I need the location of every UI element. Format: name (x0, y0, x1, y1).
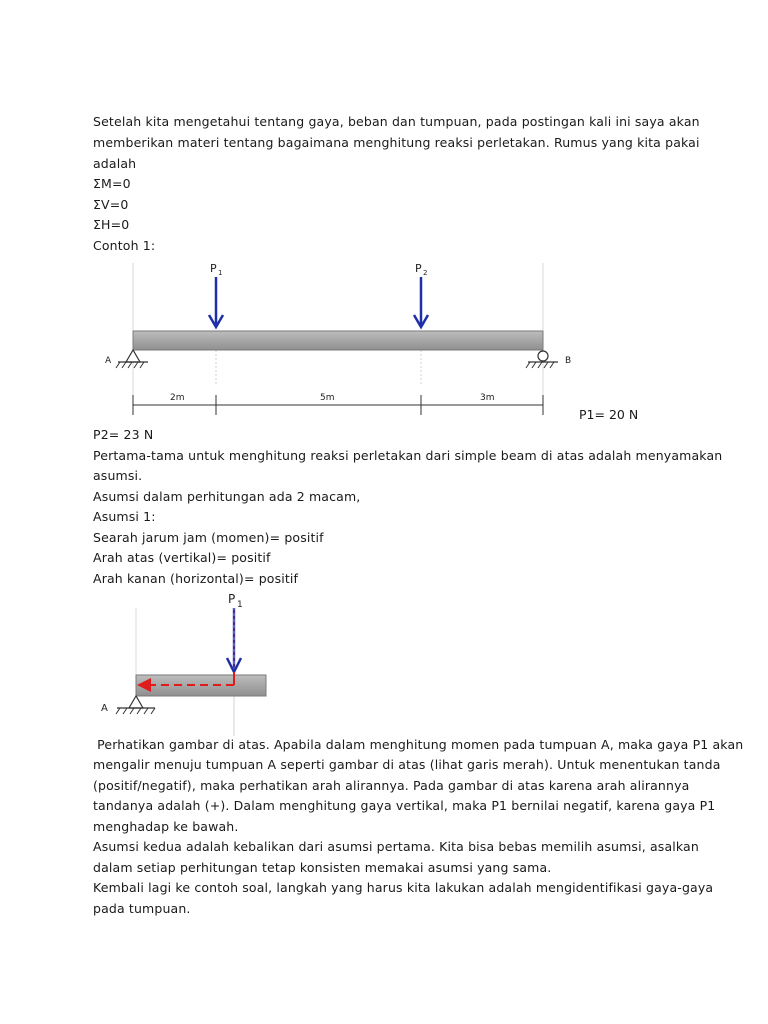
body1-line-6: Arah atas (vertikal)= positif (93, 550, 271, 565)
body1-line-5: Searah jarum jam (momen)= positif (93, 530, 324, 545)
body1-line-4: Asumsi 1: (93, 509, 156, 524)
body2-line-6: Asumsi kedua adalah kebalikan dari asumsi pertama. Kita bisa bebas memilih asumsi, asalkan (93, 839, 699, 854)
body2-line-1: Perhatikan gambar di atas. Apabila dalam menghitung momen pada tumpuan A, maka gaya P1 akan (93, 737, 744, 752)
support-b-label: B (565, 356, 572, 366)
beam (133, 331, 543, 350)
detail-pin-support-a (116, 696, 155, 714)
example-label: Contoh 1: (93, 238, 156, 253)
intro-line-1: Setelah kita mengetahui tentang gaya, beban dan tumpuan, pada postingan kali ini saya akan (93, 114, 700, 129)
body1-line-7: Arah kanan (horizontal)= positif (93, 571, 299, 586)
body2-line-2: mengalir menuju tumpuan A seperti gambar di atas (lihat garis merah). Untuk menentukan tanda (93, 757, 721, 772)
body2-line-4: tandanya adalah (+). Dalam menghitung gaya vertikal, maka P1 bernilai negatif, karena gaya P1 (93, 798, 716, 813)
pin-support-a (116, 350, 148, 368)
p2-label-sub: 2 (423, 269, 428, 277)
body1-line-3: Asumsi dalam perhitungan ada 2 macam, (93, 489, 361, 504)
body1-line-2: asumsi. (93, 468, 143, 483)
p2-label: P (415, 262, 422, 275)
p1-label: P (210, 262, 217, 275)
formula-horizontal: ΣH=0 (93, 217, 130, 232)
detail-p1-label: P (228, 592, 236, 606)
roller-support-b (526, 351, 558, 368)
body2-line-9: pada tumpuan. (93, 901, 191, 916)
load-p2-value: P2= 23 N (93, 427, 154, 442)
body1-line-1: Pertama-tama untuk menghitung reaksi perletakan dari simple beam di atas adalah menyamakan (93, 448, 723, 463)
moment-direction-diagram (95, 588, 275, 736)
body2-line-3: (positif/negatif), maka perhatikan arah alirannya. Pada gambar di atas karena arah alirannya (93, 778, 690, 793)
formula-vertical: ΣV=0 (93, 197, 129, 212)
support-a-label: A (105, 356, 112, 366)
simple-beam-diagram (90, 255, 590, 420)
dimension-2-label: 5m (320, 393, 335, 403)
body2-line-7: dalam setiap perhitungan tetap konsisten memakai asumsi yang sama. (93, 860, 552, 875)
intro-line-3: adalah (93, 156, 137, 171)
formula-moment: ΣM=0 (93, 176, 131, 191)
p1-label-sub: 1 (218, 269, 223, 277)
detail-p1-label-sub: 1 (237, 600, 243, 610)
load-p1-value: P1= 20 N (579, 407, 639, 422)
intro-line-2: memberikan materi tentang bagaimana menghitung reaksi perletakan. Rumus yang kita pakai (93, 135, 700, 150)
body2-line-8: Kembali lagi ke contoh soal, langkah yang harus kita lakukan adalah mengidentifikasi gaya-gaya (93, 880, 714, 895)
dimension-1-label: 2m (170, 393, 185, 403)
dimension-3-label: 3m (480, 393, 495, 403)
detail-support-a-label: A (101, 703, 108, 714)
body2-line-5: menghadap ke bawah. (93, 819, 239, 834)
